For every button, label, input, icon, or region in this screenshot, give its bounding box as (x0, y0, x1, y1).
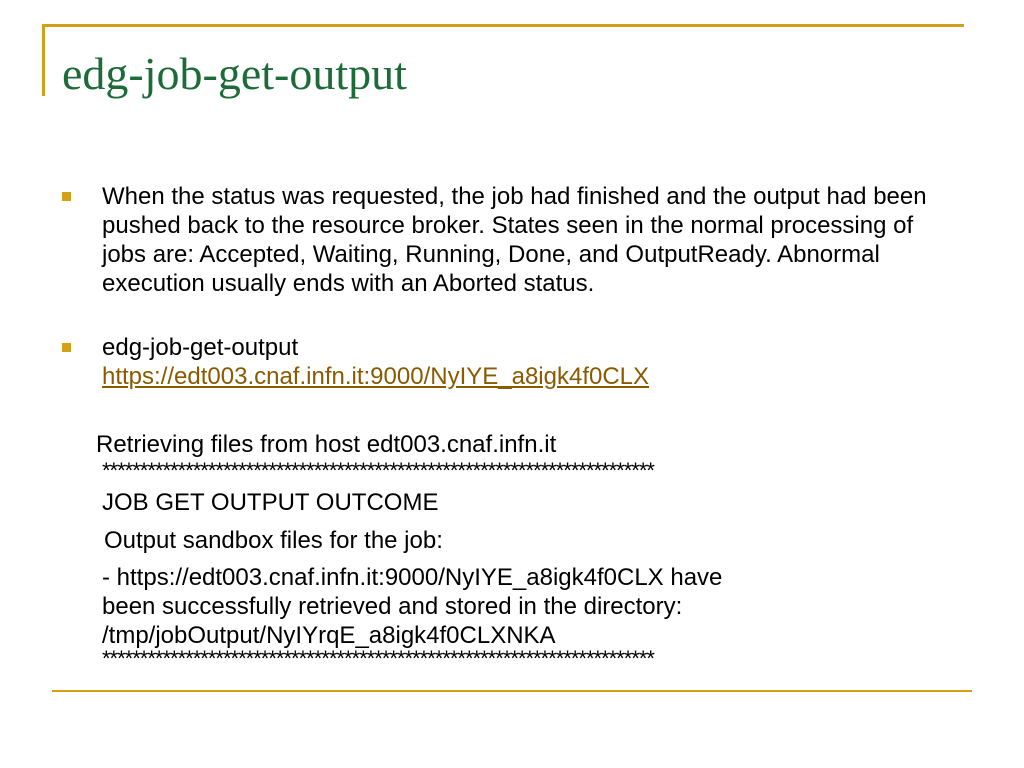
bullet-square-icon (62, 192, 71, 201)
command-name: edg-job-get-output (102, 334, 299, 361)
bullet-text-status: When the status was requested, the job had finished and the output had been pushed back to the resource broker. States seen in the normal processing of jobs are: Accepted, Waiting, Running, Done, and OutputReady. Abnormal execution usually ends with an Aborted status. (102, 183, 927, 297)
retrieving-line: Retrieving files from host edt003.cnaf.infn.it (96, 431, 557, 458)
result-line-2: been successfully retrieved and stored in the directory: (102, 593, 683, 620)
job-id-link[interactable]: https://edt003.cnaf.infn.it:9000/NyIYE_a8igk4f0CLX (102, 363, 650, 390)
slide-title: edg-job-get-output (62, 48, 407, 99)
result-line-1: - https://edt003.cnaf.infn.it:9000/NyIYE_a8igk4f0CLX have (102, 564, 723, 591)
sandbox-label: Output sandbox files for the job: (104, 527, 443, 554)
bullet-text-command (102, 333, 947, 391)
frame-left-line (42, 24, 45, 96)
frame-bottom-line (52, 690, 972, 692)
stars-divider-top: ************************************************************************* (102, 458, 654, 483)
outcome-heading: JOB GET OUTPUT OUTCOME (102, 489, 439, 516)
frame-top-line (42, 24, 964, 27)
result-line-3: /tmp/jobOutput/NyIYrqE_a8igk4f0CLXNKA (102, 622, 556, 649)
stars-divider-bottom: ************************************************************************* (102, 646, 654, 671)
bullet-square-icon (62, 343, 71, 352)
